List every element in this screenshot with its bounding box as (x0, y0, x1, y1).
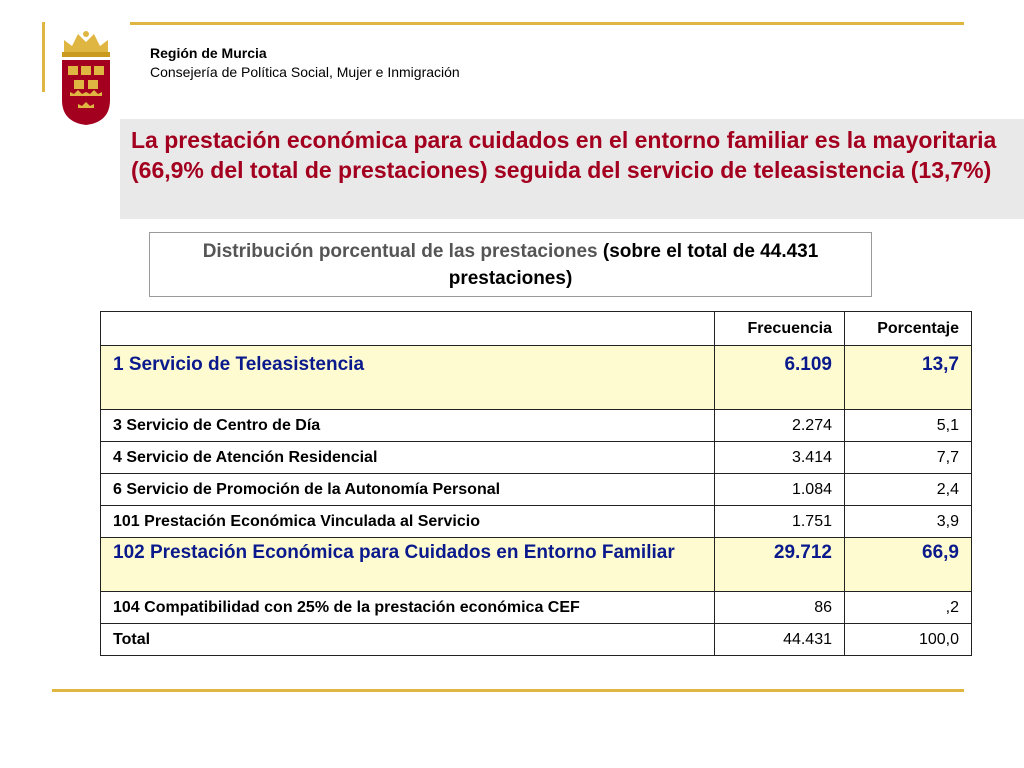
row-label: 3 Servicio de Centro de Día (101, 410, 715, 442)
row-frequency: 3.414 (715, 442, 845, 474)
headline-text: La prestación económica para cuidados en el entorno familiar es la mayoritaria (66,9% del total de prestaciones) seguida del servicio de teleasistencia (13,7%) (131, 127, 997, 183)
row-percentage: 2,4 (845, 474, 972, 506)
table-row (101, 592, 972, 624)
caption-total: (sobre el total de 44.431 prestaciones) (448, 241, 819, 289)
row-percentage: 66,9 (845, 538, 972, 592)
row-frequency: 6.109 (715, 346, 845, 410)
benefits-table (100, 311, 972, 656)
table-caption (149, 232, 872, 297)
table-row (101, 474, 972, 506)
table-row (101, 506, 972, 538)
row-label: 6 Servicio de Promoción de la Autonomía Personal (101, 474, 715, 506)
table-row (101, 538, 972, 592)
table-total-row (101, 624, 972, 656)
row-frequency: 2.274 (715, 410, 845, 442)
header-blank (101, 312, 715, 346)
row-label: 104 Compatibilidad con 25% de la prestación económica CEF (101, 592, 715, 624)
row-label: 1 Servicio de Teleasistencia (101, 346, 715, 410)
bottom-divider (52, 689, 964, 692)
table-row (101, 442, 972, 474)
coat-of-arms-icon (56, 30, 116, 126)
row-percentage: 7,7 (845, 442, 972, 474)
top-divider (130, 22, 964, 25)
total-frequency: 44.431 (715, 624, 845, 656)
row-percentage: 13,7 (845, 346, 972, 410)
row-frequency: 86 (715, 592, 845, 624)
table-row (101, 346, 972, 410)
row-percentage: 5,1 (845, 410, 972, 442)
row-frequency: 29.712 (715, 538, 845, 592)
total-percentage: 100,0 (845, 624, 972, 656)
row-label: 102 Prestación Económica para Cuidados en Entorno Familiar (101, 538, 715, 592)
header-porcentaje: Porcentaje (845, 312, 972, 346)
row-percentage: ,2 (845, 592, 972, 624)
table-row (101, 410, 972, 442)
row-frequency: 1.084 (715, 474, 845, 506)
table-header-row (101, 312, 972, 346)
header-frecuencia: Frecuencia (715, 312, 845, 346)
org-name: Región de Murcia (150, 45, 267, 61)
caption-main: Distribución porcentual de las prestaciones (202, 241, 598, 262)
row-label: 101 Prestación Económica Vinculada al Servicio (101, 506, 715, 538)
row-frequency: 1.751 (715, 506, 845, 538)
department-name: Consejería de Política Social, Mujer e Inmigración (150, 64, 460, 80)
row-percentage: 3,9 (845, 506, 972, 538)
left-divider (42, 22, 45, 92)
total-label: Total (101, 624, 715, 656)
organization-header (150, 44, 460, 82)
row-label: 4 Servicio de Atención Residencial (101, 442, 715, 474)
